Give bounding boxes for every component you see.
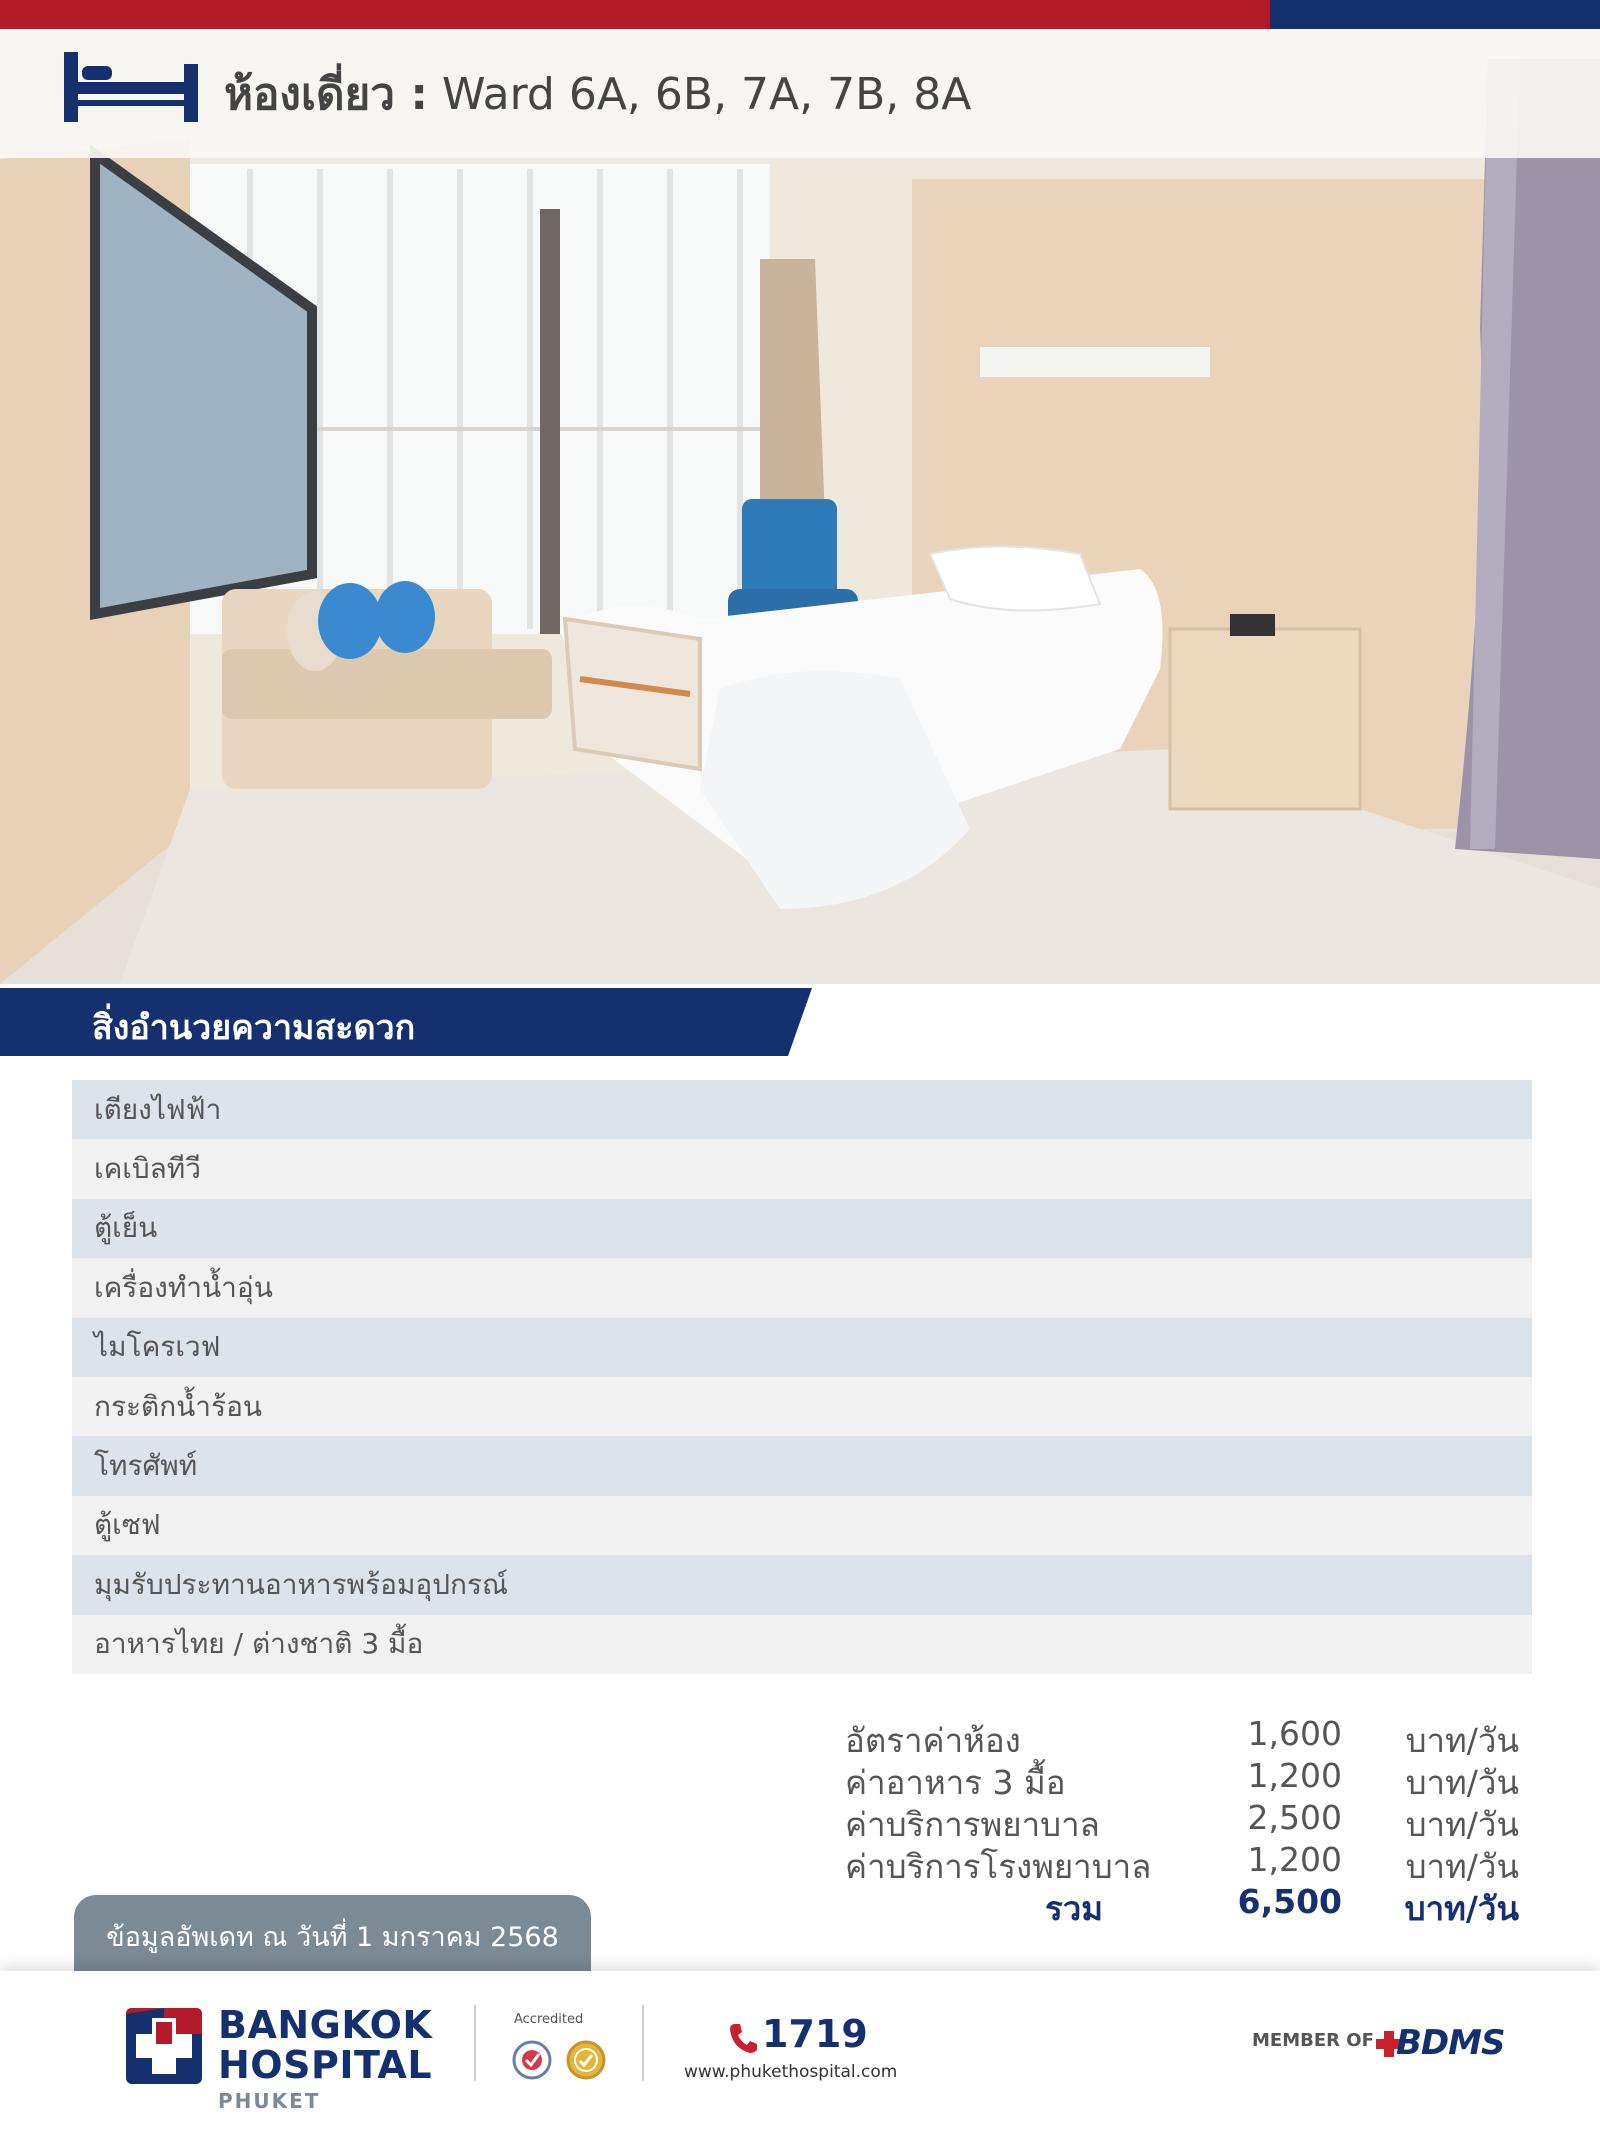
price-row [845,1798,1525,1844]
jci-seal-icon [566,2040,606,2080]
price-unit: บาท/วัน [1405,1847,1519,1886]
amenity-row: กระติกน้ำร้อน [72,1377,1532,1436]
top-bar-blue [1270,0,1600,29]
price-value: 2,500 [1247,1798,1342,1837]
phone-icon [728,2022,758,2054]
ward-list: Ward 6A, 6B, 7A, 7B, 8A [441,69,972,120]
amenity-row: มุมรับประทานอาหารพร้อมอุปกรณ์ [72,1555,1532,1614]
amenity-row: เตียงไฟฟ้า [72,1080,1532,1139]
price-row [845,1756,1525,1802]
amenity-row: เครื่องทำน้ำอุ่น [72,1258,1532,1317]
hotline-number[interactable]: 1719 [762,2012,868,2056]
price-total-row [845,1882,1525,1928]
amenities-table [72,1080,1532,1674]
accreditation-seal-icon [512,2040,552,2080]
member-of-label: MEMBER OF [1252,2030,1374,2051]
logo-text-hospital: HOSPITAL [218,2043,433,2087]
page-title [224,70,971,121]
hospital-room-photo [0,29,1600,984]
price-unit: บาท/วัน [1405,1805,1519,1844]
price-unit: บาท/วัน [1405,1763,1519,1802]
price-label: ค่าบริการพยาบาล [845,1805,1100,1844]
logo-text-phuket: PHUKET [218,2089,321,2113]
hospital-logo-icon [126,2008,202,2084]
amenity-row: อาหารไทย / ต่างชาติ 3 มื้อ [72,1615,1532,1674]
room-type: ห้องเดี่ยว : [224,69,428,120]
bdms-brand: BDMS [1396,2023,1505,2063]
price-table [845,1714,1525,1928]
price-row [845,1714,1525,1760]
update-note: ข้อมูลอัพเดท ณ วันที่ 1 มกราคม 2568 [106,1922,559,1953]
price-label: อัตราค่าห้อง [845,1721,1021,1760]
amenity-row: ตู้เซฟ [72,1496,1532,1555]
amenity-row: โทรศัพท์ [72,1436,1532,1495]
amenity-row: ตู้เย็น [72,1199,1532,1258]
amenity-row: ไมโครเวฟ [72,1318,1532,1377]
logo-text-bangkok: BANGKOK [218,2003,433,2047]
price-label: ค่าบริการโรงพยาบาล [845,1847,1152,1886]
website-link[interactable]: www.phukethospital.com [684,2062,898,2082]
amenities-title: สิ่งอำนวยความสะดวก [92,1008,416,1048]
footer-divider [642,2005,644,2081]
price-label: ค่าอาหาร 3 มื้อ [845,1763,1066,1802]
total-value: 6,500 [1237,1882,1342,1921]
update-note-pill [74,1895,591,1971]
price-value: 1,200 [1247,1840,1342,1879]
accredited-label: Accredited [514,2012,584,2027]
price-value: 1,200 [1247,1756,1342,1795]
footer-divider [474,2005,476,2081]
bed-icon [64,52,198,122]
top-bar-red [0,0,1270,29]
price-row [845,1840,1525,1886]
total-label: รวม [1045,1889,1104,1928]
amenity-row: เคเบิลทีวี [72,1139,1532,1198]
total-unit: บาท/วัน [1404,1889,1519,1928]
price-unit: บาท/วัน [1405,1721,1519,1760]
price-value: 1,600 [1247,1714,1342,1753]
